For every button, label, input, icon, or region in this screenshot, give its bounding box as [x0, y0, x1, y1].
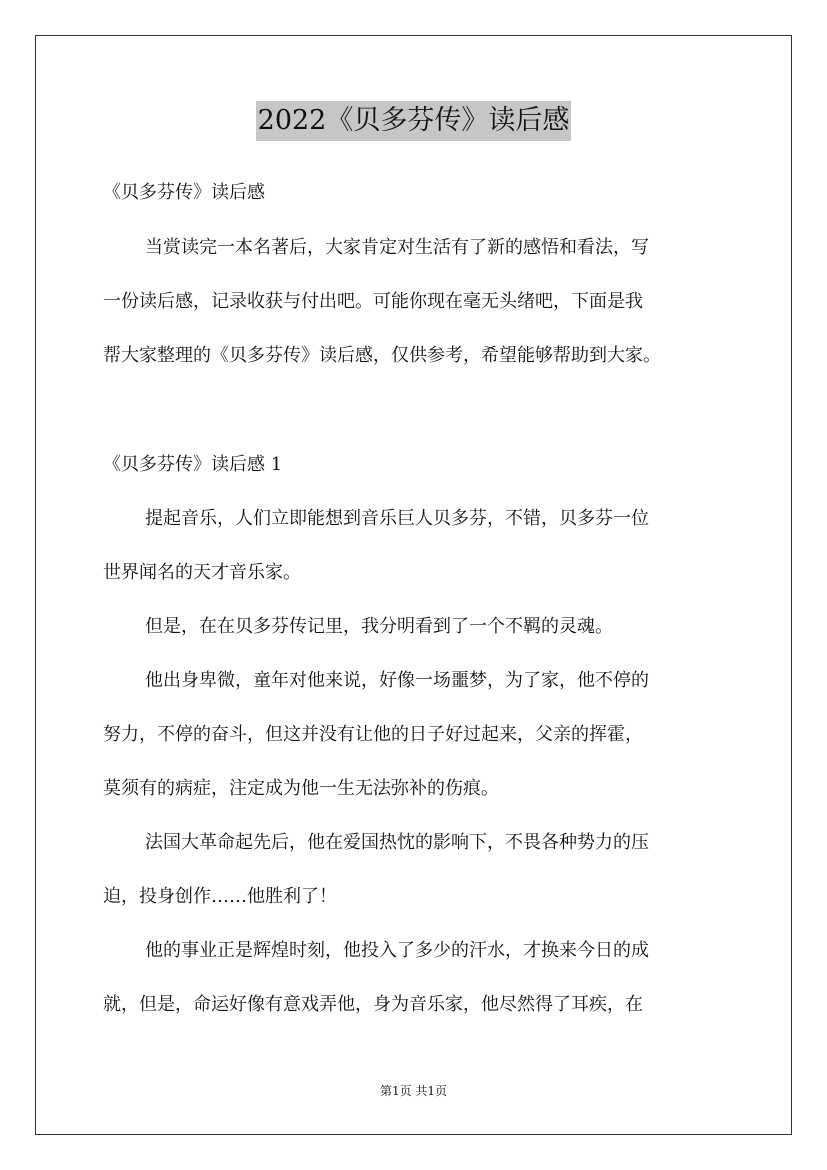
intro-heading: 《贝多芬传》读后感 [103, 182, 265, 203]
section1-line-10: 就，但是，命运好像有意戏弄他，身为音乐家，他尽然得了耳疾，在 [103, 994, 643, 1015]
section1-line-5: 努力，不停的奋斗，但这并没有让他的日子好过起来，父亲的挥霍， [103, 724, 643, 745]
section1-line-9: 他的事业正是辉煌时刻，他投入了多少的汗水，才换来今日的成 [145, 940, 649, 961]
document-title: 2022《贝多芬传》读后感 [256, 101, 572, 141]
section1-line-8: 迫，投身创作……他胜利了！ [103, 886, 337, 907]
title-container [0, 101, 827, 141]
intro-line-3: 帮大家整理的《贝多芬传》读后感，仅供参考，希望能够帮助到大家。 [103, 345, 661, 366]
page-number-footer: 第1页 共1页 [379, 1084, 448, 1098]
section1-line-6: 莫须有的病症，注定成为他一生无法弥补的伤痕。 [103, 778, 499, 799]
section1-line-7: 法国大革命起先后，他在爱国热忱的影响下，不畏各种势力的压 [145, 832, 649, 853]
section1-line-3: 但是，在在贝多芬传记里，我分明看到了一个不羁的灵魂。 [145, 616, 613, 637]
section1-line-1: 提起音乐，人们立即能想到音乐巨人贝多芬，不错，贝多芬一位 [145, 508, 649, 529]
section1-line-4: 他出身卑微，童年对他来说，好像一场噩梦，为了家，他不停的 [145, 670, 649, 691]
section1-heading: 《贝多芬传》读后感 1 [103, 454, 283, 475]
intro-line-1: 当赏读完一本名著后，大家肯定对生活有了新的感悟和看法，写 [145, 237, 649, 258]
intro-line-2: 一份读后感，记录收获与付出吧。可能你现在毫无头绪吧，下面是我 [103, 291, 643, 312]
section1-line-2: 世界闻名的天才音乐家。 [103, 562, 301, 583]
